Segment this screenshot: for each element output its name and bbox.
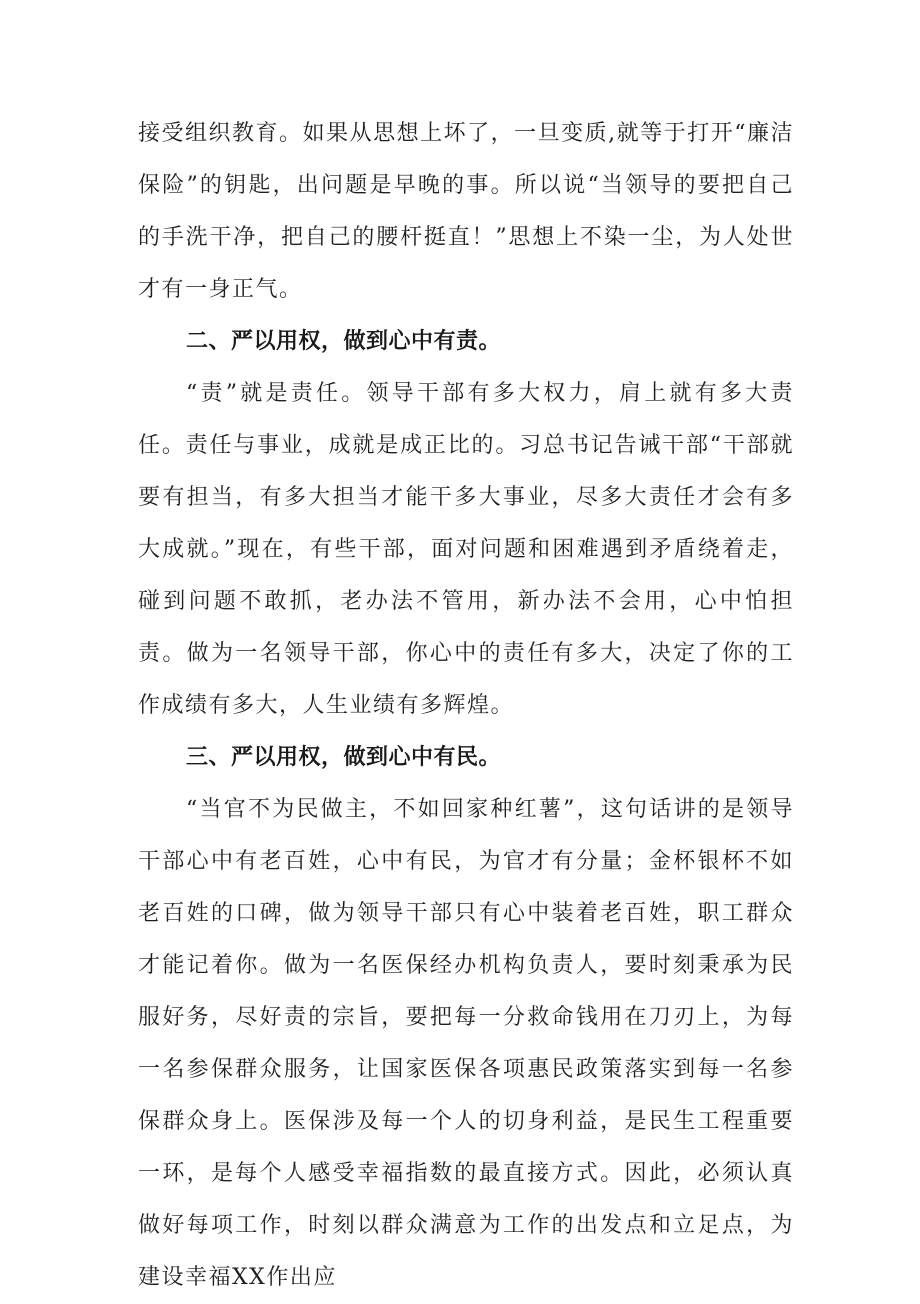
section-heading-3: 三、严以用权，做到心中有民。	[186, 745, 502, 770]
paragraph-intro-continuation: 接受组织教育。如果从思想上坏了，一旦变质,就等于打开“廉洁保险”的钥匙，出问题是早晚的事。所以说“当领导的要把自己的手洗干净，把自己的腰杆挺直！”思想上不染一尘，为人处世才有一身正气。	[138, 121, 794, 302]
paragraph-responsibility: “责”就是责任。领导干部有多大权力，肩上就有多大责任。责任与事业，成就是成正比的。习总书记告诫干部“干部就要有担当，有多大担当才能干多大事业，尽多大责任才会有多大成就。”现在，有些干部，面对问题和困难遇到矛盾绕着走，碰到问题不敢抓，老办法不管用，新办法不会用，心中怕担责。做为一名领导干部，你心中的责任有多大，决定了你的工作成绩有多大，人生业绩有多辉煌。	[138, 381, 794, 718]
document-body	[138, 108, 794, 1304]
section-heading-2: 二、严以用权，做到心中有责。	[186, 329, 502, 354]
paragraph-people: “当官不为民做主，不如回家种红薯”，这句话讲的是领导干部心中有老百姓，心中有民，为官才有分量；金杯银杯不如老百姓的口碑，做为领导干部只有心中装着老百姓，职工群众才能记着你。做为一名医保经办机构负责人，要时刻秉承为民服好务，尽好责的宗旨，要把每一分救命钱用在刀刃上，为每一名参保群众服务，让国家医保各项惠民政策落实到每一名参保群众身上。医保涉及每一个人的切身利益，是民生工程重要一环，是每个人感受幸福指数的最直接方式。因此，必须认真做好每项工作，时刻以群众满意为工作的出发点和立足点，为建设幸福XX作出应	[138, 797, 794, 1290]
